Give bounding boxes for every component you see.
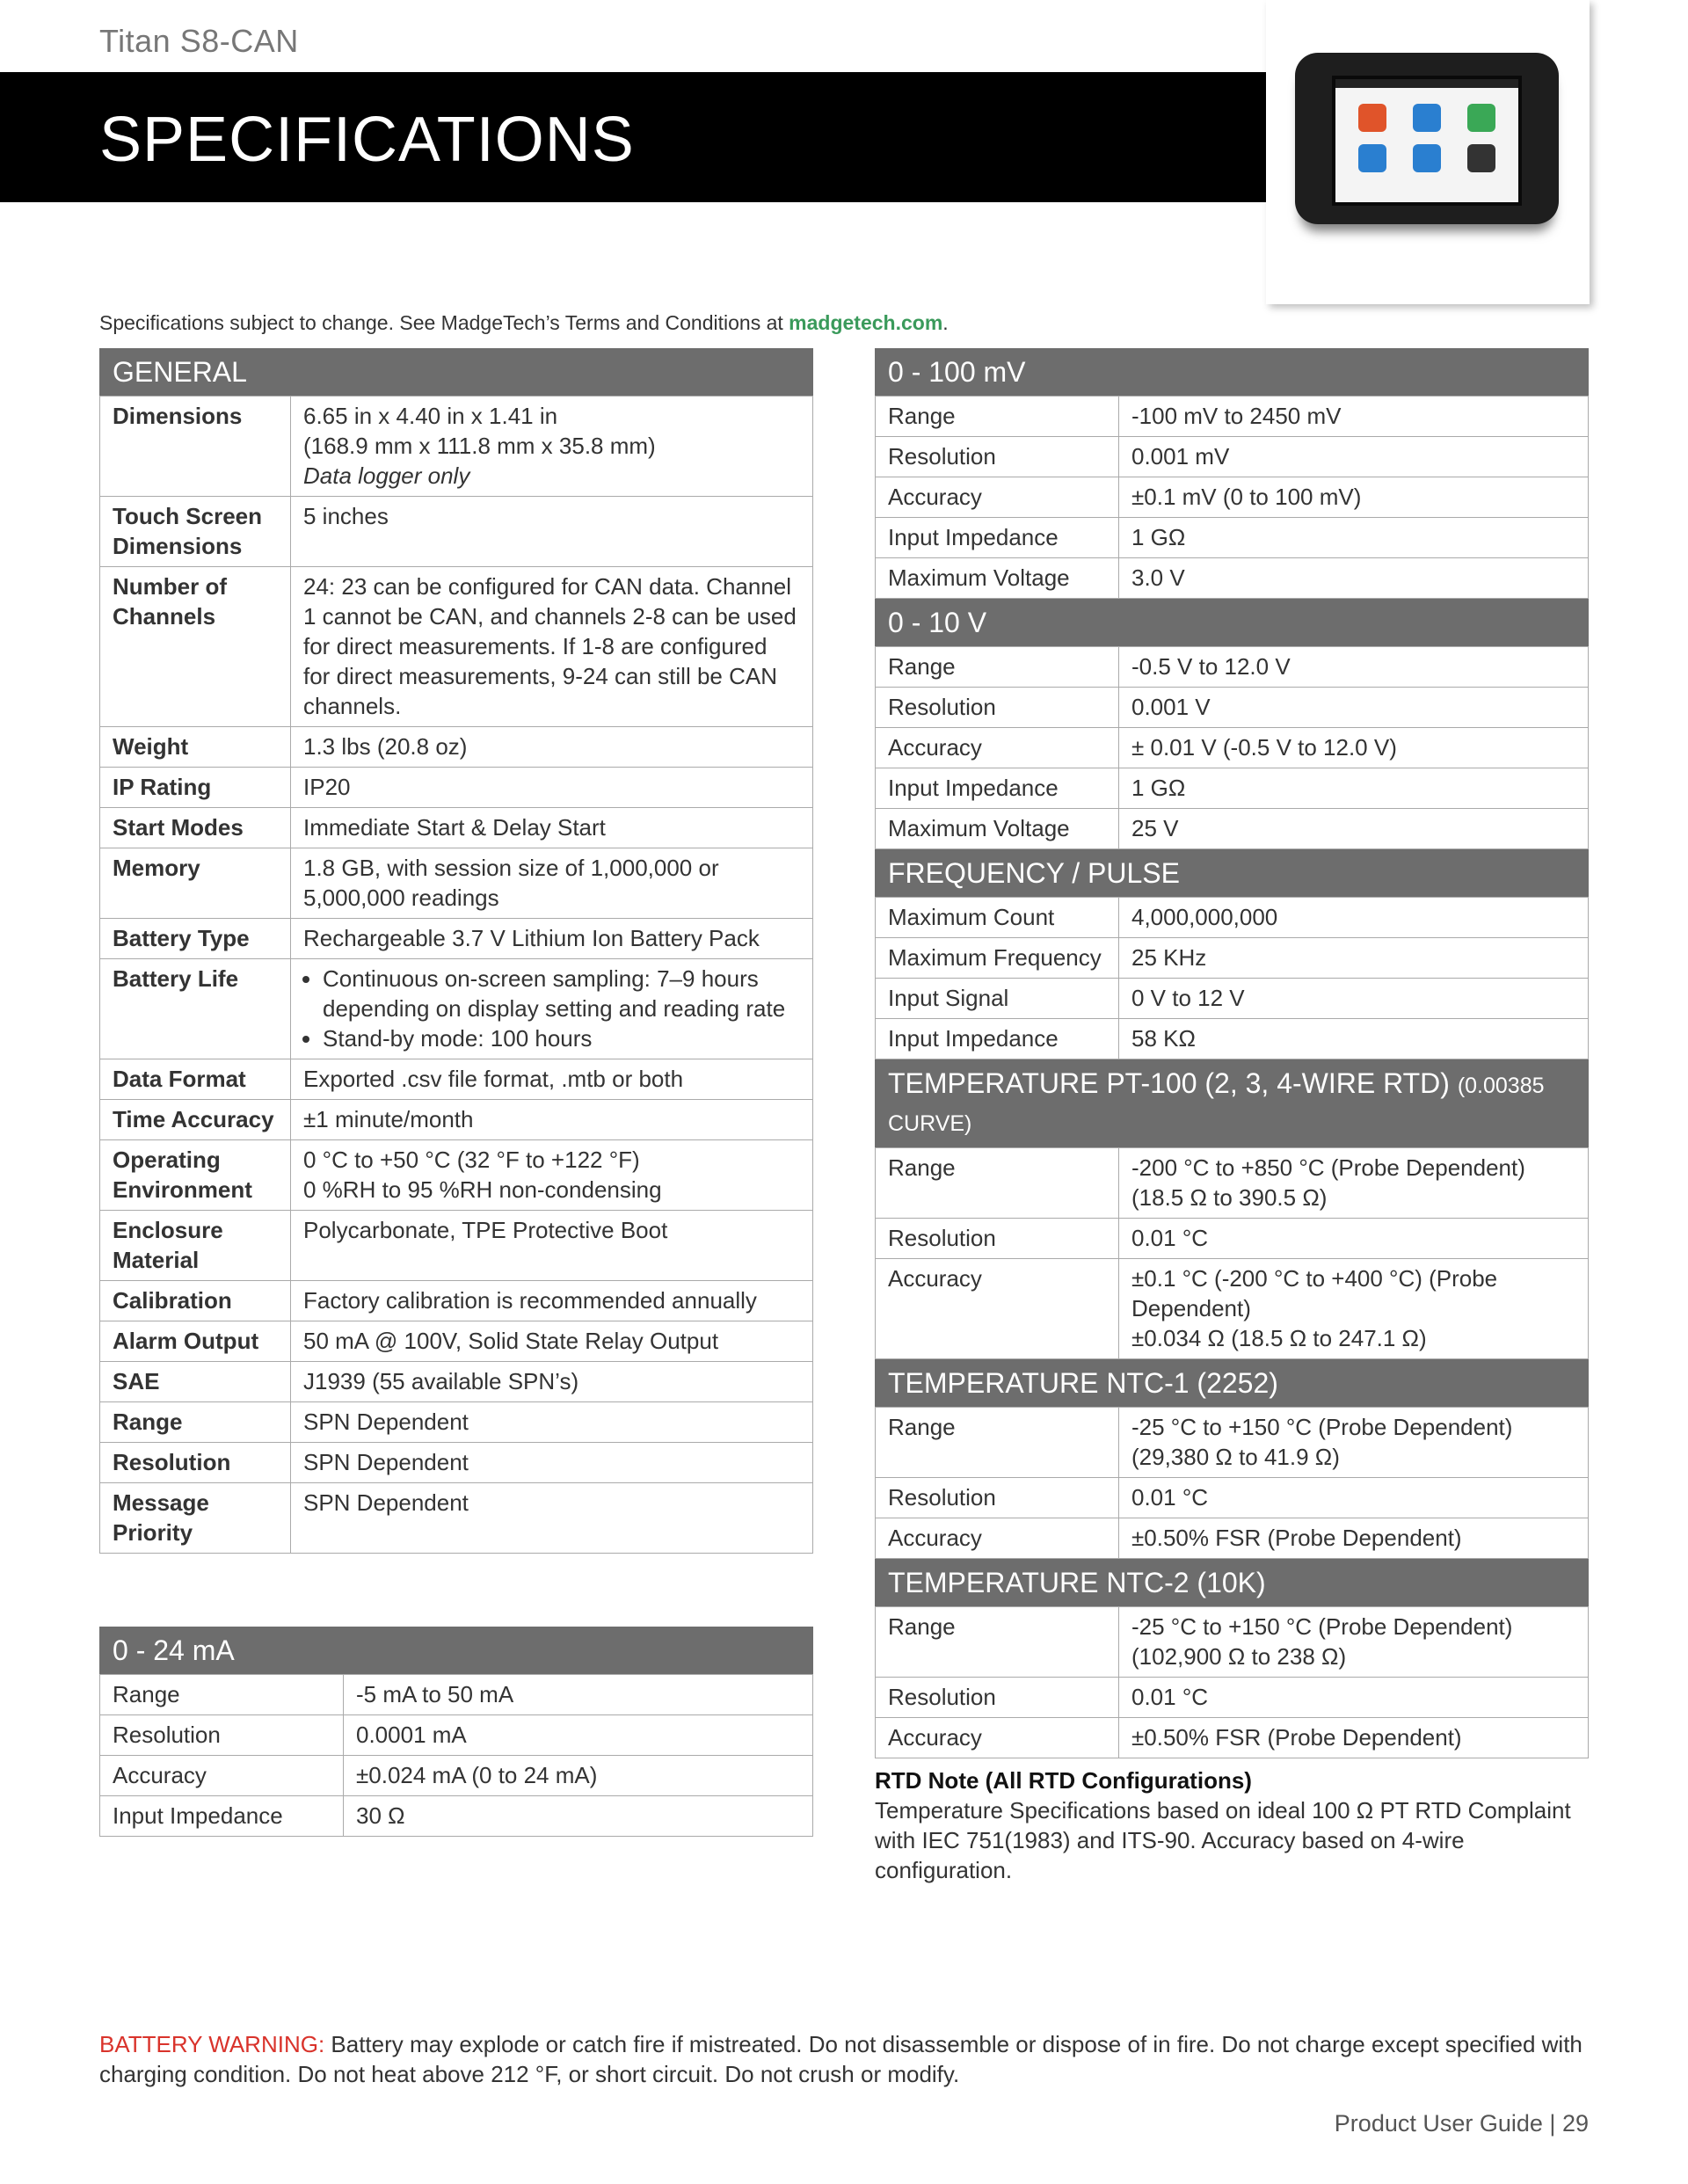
row-value: -0.5 V to 12.0 V	[1119, 647, 1589, 688]
enclosure-label: Enclosure Material	[100, 1211, 291, 1281]
pt100-table	[875, 1147, 1589, 1359]
screen-status-bar	[1335, 79, 1518, 88]
calibration-value: Factory calibration is recommended annually	[291, 1281, 813, 1321]
table-row	[100, 1756, 813, 1796]
table-row	[100, 1211, 813, 1281]
touch-screen-value: 5 inches	[291, 497, 813, 567]
dimensions-line: 6.65 in x 4.40 in x 1.41 in	[303, 403, 558, 429]
table-row	[876, 1148, 1589, 1219]
table-row	[876, 1678, 1589, 1718]
range-label: Range	[100, 1402, 291, 1443]
table-row	[100, 1362, 813, 1402]
value-line: ±0.1 °C (-200 °C to +400 °C) (Probe Dependent)	[1131, 1265, 1498, 1321]
value-line: ±0.034 Ω (18.5 Ω to 247.1 Ω)	[1131, 1325, 1427, 1351]
row-label: Maximum Voltage	[876, 558, 1119, 599]
row-label: Range	[876, 1607, 1119, 1678]
touch-screen-label: Touch Screen Dimensions	[100, 497, 291, 567]
row-label: Range	[876, 1408, 1119, 1478]
enclosure-value: Polycarbonate, TPE Protective Boot	[291, 1211, 813, 1281]
dimensions-note: Data logger only	[303, 462, 470, 489]
table-row	[876, 1219, 1589, 1259]
row-label: Input Signal	[876, 979, 1119, 1019]
table-row	[876, 979, 1589, 1019]
table-row	[100, 1140, 813, 1211]
general-section-header: GENERAL	[99, 348, 813, 396]
ntc1-table	[875, 1407, 1589, 1559]
table-row	[100, 1321, 813, 1362]
intro-text	[99, 311, 949, 335]
app-icon-grid	[1335, 88, 1518, 172]
range-value: SPN Dependent	[291, 1402, 813, 1443]
table-row	[876, 728, 1589, 768]
message-priority-label: Message Priority	[100, 1483, 291, 1554]
row-label: Resolution	[876, 437, 1119, 477]
value-line: -200 °C to +850 °C (Probe Dependent)	[1131, 1154, 1525, 1181]
battery-warning-text: Battery may explode or catch fire if mistreated. Do not disassemble or dispose of in fire. Do not charge except specified with charging condition. Do not heat above 212 °F, or short circuit. Do not crush or modify.	[99, 2031, 1582, 2087]
footer-separator: |	[1549, 2110, 1556, 2137]
list-item: • Stand-by mode: 100 hours	[323, 1023, 800, 1053]
ma-table	[99, 1674, 813, 1837]
row-label: Resolution	[876, 1219, 1119, 1259]
table-row	[876, 938, 1589, 979]
dimensions-label: Dimensions	[100, 397, 291, 497]
row-value	[1119, 1607, 1589, 1678]
list-item: • Continuous on-screen sampling: 7–9 hours depending on display setting and reading rate	[323, 964, 800, 1023]
row-value: 0 V to 12 V	[1119, 979, 1589, 1019]
dimensions-value	[291, 397, 813, 497]
table-row	[100, 1100, 813, 1140]
mv-section-header: 0 - 100 mV	[875, 348, 1589, 396]
row-value: ±0.50% FSR (Probe Dependent)	[1119, 1718, 1589, 1758]
channels-value: 24: 23 can be configured for CAN data. Channel 1 cannot be CAN, and channels 2-8 can be used for direct measurements. If 1-8 are configured for direct measurements, 9-24 can still be CAN channels.	[291, 567, 813, 727]
row-value: 0.001 mV	[1119, 437, 1589, 477]
row-label: Accuracy	[100, 1756, 344, 1796]
data-format-value: Exported .csv file format, .mtb or both	[291, 1059, 813, 1100]
device-photo	[1266, 0, 1590, 304]
time-accuracy-label: Time Accuracy	[100, 1100, 291, 1140]
row-label: Range	[876, 647, 1119, 688]
table-row	[876, 688, 1589, 728]
madgetech-link[interactable]: madgetech.com	[789, 311, 943, 334]
rtd-note-title: RTD Note (All RTD Configurations)	[875, 1767, 1252, 1794]
row-label: Maximum Frequency	[876, 938, 1119, 979]
memory-label: Memory	[100, 848, 291, 919]
value-line: -25 °C to +150 °C (Probe Dependent)	[1131, 1613, 1513, 1640]
freq-table	[875, 897, 1589, 1059]
message-priority-value: SPN Dependent	[291, 1483, 813, 1554]
general-table	[99, 396, 813, 1554]
table-row	[100, 1443, 813, 1483]
battery-life-label: Battery Life	[100, 959, 291, 1059]
row-value: 4,000,000,000	[1119, 898, 1589, 938]
row-label: Accuracy	[876, 1718, 1119, 1758]
table-row	[876, 1408, 1589, 1478]
value-line: (29,380 Ω to 41.9 Ω)	[1131, 1444, 1340, 1470]
operating-env-label: Operating Environment	[100, 1140, 291, 1211]
value-line: (102,900 Ω to 238 Ω)	[1131, 1643, 1347, 1670]
pt100-curve: (0.00385 CURVE)	[888, 1074, 1545, 1136]
table-row	[100, 567, 813, 727]
row-label: Range	[876, 397, 1119, 437]
row-value: ±0.024 mA (0 to 24 mA)	[344, 1756, 813, 1796]
value-line: (18.5 Ω to 390.5 Ω)	[1131, 1184, 1328, 1211]
table-row	[100, 497, 813, 567]
rtd-note-text: Temperature Specifications based on ideal 100 Ω PT RTD Complaint with IEC 751(1983) and ITS-90. Accuracy based on 4-wire configuration.	[875, 1797, 1571, 1883]
table-row	[100, 727, 813, 768]
table-row	[100, 397, 813, 497]
intro-body: Specifications subject to change. See MadgeTech’s Terms and Conditions at	[99, 311, 789, 334]
table-row	[876, 558, 1589, 599]
row-value: 0.0001 mA	[344, 1715, 813, 1756]
channels-label: Number of Channels	[100, 567, 291, 727]
table-row	[876, 1607, 1589, 1678]
table-row	[876, 1019, 1589, 1059]
app-tile-icon	[1358, 144, 1386, 172]
row-label: Accuracy	[876, 728, 1119, 768]
row-label: Maximum Voltage	[876, 809, 1119, 849]
sae-label: SAE	[100, 1362, 291, 1402]
table-row	[876, 647, 1589, 688]
table-row	[100, 1675, 813, 1715]
table-row	[876, 898, 1589, 938]
row-value: 30 Ω	[344, 1796, 813, 1837]
row-value: 1 GΩ	[1119, 518, 1589, 558]
row-value: 25 KHz	[1119, 938, 1589, 979]
row-value: ±0.50% FSR (Probe Dependent)	[1119, 1518, 1589, 1559]
table-row	[100, 808, 813, 848]
dimensions-line: (168.9 mm x 111.8 mm x 35.8 mm)	[303, 433, 656, 459]
ntc2-table	[875, 1606, 1589, 1758]
calibration-label: Calibration	[100, 1281, 291, 1321]
row-label: Input Impedance	[876, 768, 1119, 809]
value-line: -25 °C to +150 °C (Probe Dependent)	[1131, 1414, 1513, 1440]
operating-env-line: 0 %RH to 95 %RH non-condensing	[303, 1176, 662, 1203]
row-label: Resolution	[876, 688, 1119, 728]
ntc1-section-header: TEMPERATURE NTC-1 (2252)	[875, 1359, 1589, 1407]
row-value: 3.0 V	[1119, 558, 1589, 599]
row-label: Input Impedance	[876, 1019, 1119, 1059]
row-label: Accuracy	[876, 477, 1119, 518]
memory-value: 1.8 GB, with session size of 1,000,000 or 5,000,000 readings	[291, 848, 813, 919]
resolution-label: Resolution	[100, 1443, 291, 1483]
ma-section-header: 0 - 24 mA	[99, 1627, 813, 1674]
right-specs	[875, 348, 1589, 1758]
table-row	[876, 1259, 1589, 1359]
row-value	[1119, 1408, 1589, 1478]
app-tile-icon	[1467, 104, 1495, 132]
row-label: Input Impedance	[876, 518, 1119, 558]
battery-life-value	[291, 959, 813, 1059]
row-label: Resolution	[876, 1478, 1119, 1518]
row-value: -100 mV to 2450 mV	[1119, 397, 1589, 437]
table-row	[876, 397, 1589, 437]
app-tile-icon	[1413, 104, 1441, 132]
row-value: 1 GΩ	[1119, 768, 1589, 809]
row-label: Maximum Count	[876, 898, 1119, 938]
weight-value: 1.3 lbs (20.8 oz)	[291, 727, 813, 768]
table-row	[100, 1715, 813, 1756]
row-value: 25 V	[1119, 809, 1589, 849]
table-row	[100, 919, 813, 959]
table-row	[876, 518, 1589, 558]
battery-life-list	[303, 964, 800, 1053]
row-value: 58 KΩ	[1119, 1019, 1589, 1059]
table-row	[876, 809, 1589, 849]
table-row	[100, 959, 813, 1059]
table-row	[876, 1718, 1589, 1758]
freq-section-header: FREQUENCY / PULSE	[875, 849, 1589, 897]
pt100-section-header	[875, 1059, 1589, 1147]
table-row	[100, 848, 813, 919]
table-row	[876, 768, 1589, 809]
ip-rating-value: IP20	[291, 768, 813, 808]
row-label: Resolution	[100, 1715, 344, 1756]
start-modes-value: Immediate Start & Delay Start	[291, 808, 813, 848]
alarm-output-label: Alarm Output	[100, 1321, 291, 1362]
operating-env-line: 0 °C to +50 °C (32 °F to +122 °F)	[303, 1147, 640, 1173]
table-row	[100, 1402, 813, 1443]
table-row	[876, 437, 1589, 477]
row-value	[1119, 1148, 1589, 1219]
table-row	[876, 1518, 1589, 1559]
row-value: 0.01 °C	[1119, 1678, 1589, 1718]
general-specs	[99, 348, 813, 1554]
footer-guide-title: Product User Guide	[1334, 2110, 1543, 2137]
pt100-title: TEMPERATURE PT-100 (2, 3, 4-WIRE RTD)	[888, 1067, 1450, 1099]
row-label: Resolution	[876, 1678, 1119, 1718]
table-row	[100, 1483, 813, 1554]
row-label: Accuracy	[876, 1518, 1119, 1559]
table-row	[100, 1796, 813, 1837]
row-label: Input Impedance	[100, 1796, 344, 1837]
row-value: -5 mA to 50 mA	[344, 1675, 813, 1715]
app-tile-icon	[1413, 144, 1441, 172]
row-value: 0.01 °C	[1119, 1478, 1589, 1518]
table-row	[100, 1059, 813, 1100]
page-number: 29	[1561, 2110, 1589, 2137]
time-accuracy-value: ±1 minute/month	[291, 1100, 813, 1140]
row-label: Range	[876, 1148, 1119, 1219]
ma-specs	[99, 1627, 813, 1837]
data-format-label: Data Format	[100, 1059, 291, 1100]
row-value: 0.001 V	[1119, 688, 1589, 728]
mv-table	[875, 396, 1589, 599]
row-value: ± 0.01 V (-0.5 V to 12.0 V)	[1119, 728, 1589, 768]
alarm-output-value: 50 mA @ 100V, Solid State Relay Output	[291, 1321, 813, 1362]
document-title: Titan S8-CAN	[99, 23, 299, 59]
battery-warning	[99, 2029, 1594, 2089]
ntc2-section-header: TEMPERATURE NTC-2 (10K)	[875, 1559, 1589, 1606]
row-label: Range	[100, 1675, 344, 1715]
weight-label: Weight	[100, 727, 291, 768]
start-modes-label: Start Modes	[100, 808, 291, 848]
table-row	[876, 477, 1589, 518]
ip-rating-label: IP Rating	[100, 768, 291, 808]
page-title: SPECIFICATIONS	[99, 105, 635, 175]
row-value: 0.01 °C	[1119, 1219, 1589, 1259]
table-row	[100, 768, 813, 808]
battery-warning-label: BATTERY WARNING:	[99, 2031, 325, 2057]
app-tile-icon	[1358, 104, 1386, 132]
table-row	[100, 1281, 813, 1321]
app-tile-icon	[1467, 144, 1495, 172]
battery-type-label: Battery Type	[100, 919, 291, 959]
device-body	[1295, 53, 1559, 224]
row-label: Accuracy	[876, 1259, 1119, 1359]
sae-value: J1939 (55 available SPN’s)	[291, 1362, 813, 1402]
v-table	[875, 646, 1589, 849]
rtd-note	[875, 1765, 1589, 1885]
v-section-header: 0 - 10 V	[875, 599, 1589, 646]
resolution-value: SPN Dependent	[291, 1443, 813, 1483]
table-row	[876, 1478, 1589, 1518]
row-value: ±0.1 mV (0 to 100 mV)	[1119, 477, 1589, 518]
intro-end: .	[942, 311, 949, 334]
page-footer	[1335, 2110, 1589, 2137]
row-value	[1119, 1259, 1589, 1359]
battery-type-value: Rechargeable 3.7 V Lithium Ion Battery Pack	[291, 919, 813, 959]
operating-env-value	[291, 1140, 813, 1211]
device-screen	[1332, 76, 1522, 206]
